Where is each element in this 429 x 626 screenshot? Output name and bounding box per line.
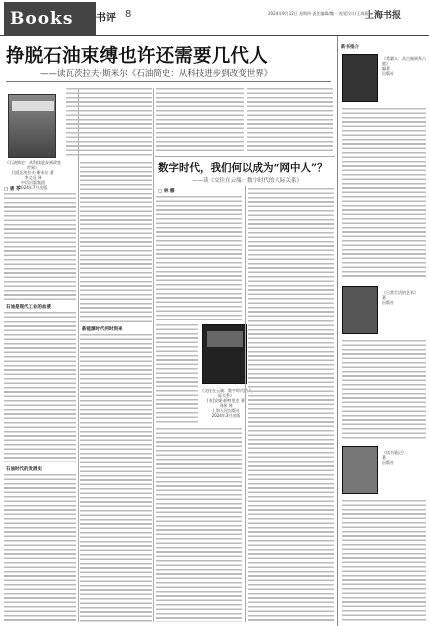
book-caption: 《交往在云端：数字时代的人际关系》 [英]安妮·帕特里克 著 刘伟 译 上海人民出版社 2024年3月出版: [200, 388, 252, 418]
sidebar-text: [342, 500, 426, 622]
main-subheadline: ——读瓦茨拉夫·斯米尔《石油简史：从科技进步到改变世界》: [40, 69, 273, 79]
second-byline: □ 林 娜: [158, 189, 175, 194]
second-text-col1c: [156, 428, 242, 622]
book-cover-image: [342, 446, 378, 494]
article-text-col3a: [156, 88, 244, 154]
sidebar: [337, 36, 429, 626]
article-subtitle: 石油是现代工业的血液: [6, 305, 51, 310]
second-headline: 数字时代，我们何以成为“网中人”？: [158, 162, 328, 174]
article-subtitle: 石油时代的发展史: [6, 467, 42, 472]
main-headline: 挣脱石油束缚也许还需要几代人: [6, 46, 268, 67]
book-cover-image: [342, 286, 378, 334]
article-subtitle: 新能源时代何时到来: [82, 327, 123, 332]
headline-rule: [6, 81, 331, 82]
page-header: [0, 0, 429, 36]
article-text-col2b: [80, 334, 152, 622]
book-cover-image: [8, 94, 56, 158]
book-caption: 《希腊人：从古典到拜占庭》 编著 出版社: [382, 56, 426, 76]
book-caption: 《石油简史：从科技进步到改变世界》 [加]瓦茨拉夫·斯米尔 著 李文远 译 中信出版集团 2024年7月出版: [5, 160, 61, 190]
book-cover-image: [342, 54, 378, 102]
page-number: 8: [125, 9, 132, 20]
newspaper-name: 上海书报: [365, 11, 402, 21]
issue-info: 2024年9月12日 星期四 责任编辑/魏一 视觉设计/王海燕: [268, 11, 369, 16]
article-text-col1: [4, 193, 76, 301]
second-text-col1b: [156, 324, 198, 424]
article-text-col1b: [4, 312, 76, 462]
byline: □ 唐 苓: [4, 187, 21, 192]
article-separator: [155, 156, 335, 157]
column-divider: [78, 88, 79, 622]
section-logo: Books: [4, 2, 96, 36]
sidebar-text: [342, 108, 426, 278]
sidebar-text: [342, 340, 426, 440]
second-text-col2: [248, 188, 334, 622]
column-divider: [245, 186, 246, 622]
article-text-col2: [80, 162, 152, 322]
main-area: [0, 36, 337, 626]
article-text-col2a: [66, 88, 152, 158]
sidebar-heading: 新书推介: [341, 45, 359, 50]
second-text-col1: [156, 196, 242, 320]
article-text-col1c: [4, 474, 76, 622]
second-subheadline: ——读《交往在云端：数字时代的人际关系》: [192, 178, 303, 184]
book-caption: 《读书笔记》 著 出版社: [382, 450, 406, 465]
book-cover-image: [202, 324, 247, 384]
article-text-col4a: [247, 88, 333, 154]
book-caption: 《日常生活的艺术》 著 出版社: [382, 290, 418, 305]
section-name: 书评: [96, 13, 116, 24]
